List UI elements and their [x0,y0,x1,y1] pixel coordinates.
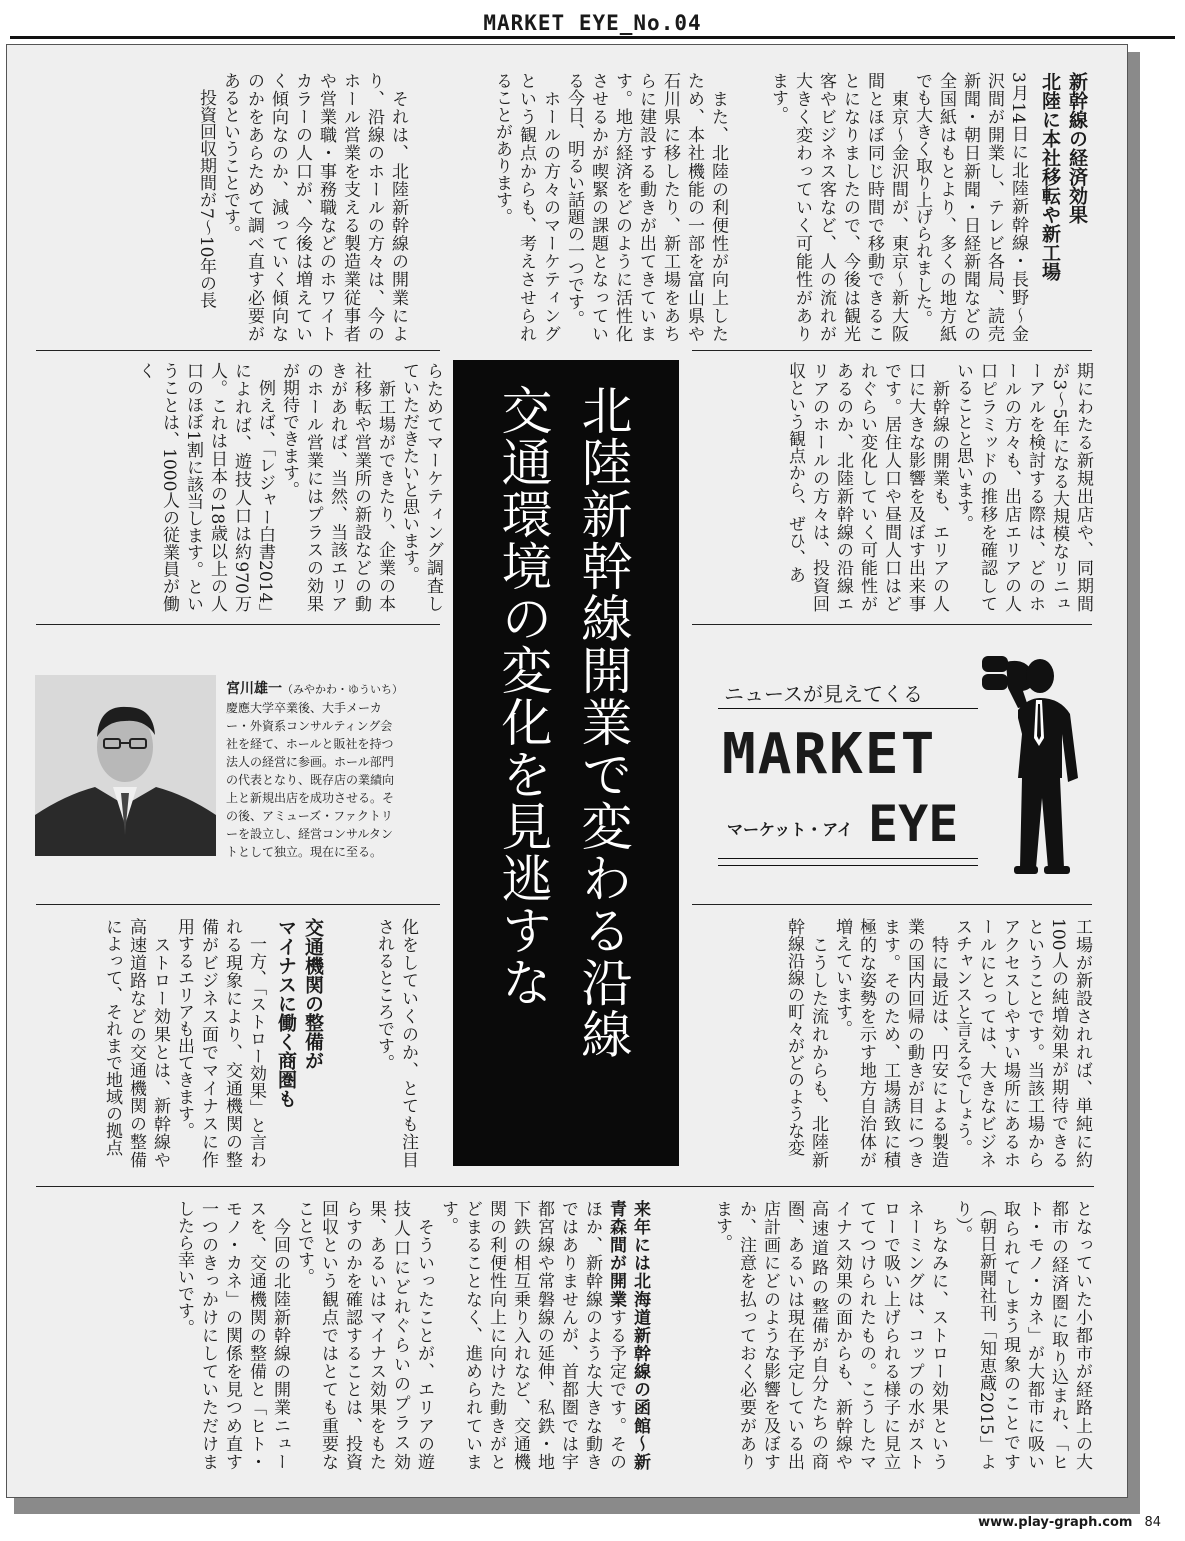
logo-caption: ニュースが見えてくる [724,682,923,706]
divider [692,350,1092,351]
page-number: 84 [1144,1515,1161,1530]
section3-column2: 化をしていくのか、とても注目されるところです。 [374,918,418,1168]
divider [692,904,1092,905]
logo-eye: EYE [868,795,959,853]
section3-heading: 交通機関の整備が マイナスに働く商圏も [275,918,324,1108]
logo-double-rule [718,858,978,866]
footer-url[interactable]: www.play-graph.com [978,1515,1133,1530]
section1-column1: 3月14日に北陸新幹線・長野～金沢間が開業し、テレビ各局、読売新聞・朝日新聞・日経新聞などの全国紙はもとより、多くの地方紙でも大きく取り上げられました。 東京～金沢間が、東京～新大阪間とほぼ同じ時間で移動できることになりましたので、今後は観光客やビジネス客など、人の流れが大きく変わっていく可能性があります。 [768,72,1028,342]
section4-column2: 来年には北海道新幹線の函館～新青森間が開業する予定です。そのほか、新幹線のような大きな動きではありませんが、首都圏では宇都宮線や常磐線の延伸、私鉄・地下鉄の相互乗り入れなど、交通機関の利便性向上に向けた動きがとどまることなく、進められています。 そういったことが、エリアの遊技人口にどれぐらいのプラス効果、あるいはマイナス効果をもたらすのかを確認することは、投資回収という観点ではとても重要なことです。 今回の北陸新幹線の開業ニュースを、交通機関の整備と「ヒト・モノ・カネ」の関係を見つめ直す一つのきっかけにしていただけましたら幸いです。 [174,1200,650,1470]
headline-line2: 交通環境の変化を見逃すな [492,384,551,1008]
section2-column1: 期にわたる新規出店や、同期間が3～5年になる大規模なリニューアルを検討する際は、どのホールの方々も、出店エリアの人口ピラミッドの推移を確認していることと思います。 新幹線の開業も、エリアの人口に大きな影響を及ぼす出来事です。居住人口や昼間人口はどれぐらい変化していく可能性があるのか、北陸新幹線の沿線エリアのホールの方々は、投資回収という観点から、ぜひ、あ [785,362,1093,612]
divider [36,624,440,625]
logo-rule [718,708,978,709]
headline-line1: 北陸新幹線開業で変わる沿線 [572,384,631,1060]
section4-column1: となっていた小都市が経路上の大都市の経済圏に取り込まれ、「ヒト・モノ・カネ」が大都市に吸い取られてしまう現象のことです（朝日新聞社刊「知恵蔵2015」より）。 ちなみに、ストロー効果というネーミングは、コップの水がストローで吸い上げられる様子に見立ててつけられたもの。こうしたマイナス効果の面からも、新幹線や高速道路の整備が自分たちの商圏、あるいは現在予定している出店計画にどのような影響を及ぼすか、注意を払っておく必要があります。 [712,1200,1092,1470]
divider [36,904,440,905]
binocular-man-icon [978,648,1086,876]
logo-market: MARKET [722,722,937,787]
page-header [0,0,1185,40]
section1-column3: それは、北陸新幹線の開業により、沿線のホールの方々は、今のホール営業を支える製造業従事者や営業職・事務職などのホワイトカラーの人口が、今後は増えていく傾向なのか、減っていく傾向なのかをあらためて調べ直す必要があるということです。 投資回収期間が7～10年の長 [196,72,408,342]
divider [36,1186,1094,1187]
section3-column3: 一方、「ストロー効果」と言われる現象により、交通機関の整備がビジネス面でマイナスに作用するエリアも出てきます。 ストロー効果とは、新幹線や高速道路などの交通機関の整備によって、それまで地域の拠点 [102,918,266,1168]
author-bio: 慶應大学卒業後、大手メーカー・外資系コンサルティング会社を経て、ホールと販社を持つ法人の経営に参画。ホール部門の代表となり、既存店の業績向上と新規出店を成功させる。その後、アミューズ・ファクトリーを設立し、経営コンサルタントとして独立。現在に至る。 [226,701,395,859]
section2-column2: らためてマーケティング調査していただきたいと思います。 新工場ができたり、企業の本社移転や営業所の新設などの動きがあれば、当然、当該エリアのホール営業にはプラスの効果が期待できます。 例えば、「レジャー白書2014」によれば、遊技人口は約970万人。これは日本の18歳以上の人口のほぼ1割に該当します。ということは、1000人の従業員が働く [135,362,443,612]
page-title: MARKET EYE_No.04 [483,11,702,35]
logo-subtitle: マーケット・アイ [727,820,853,839]
divider [36,350,440,351]
section1-column2: また、北陸の利便性が向上したため、本社機能の一部を富山県や石川県に移したり、新工場をあちらに建設する動きが出てきています。地方経済をどのように活性化させるかが喫緊の課題となっている今日、明るい話題の一つです。 ホールの方々のマーケティングという観点からも、考えさせられることがあります。 [492,72,728,342]
section1-heading: 新幹線の経済効果 北陸に本社移転や新工場 [1039,72,1088,281]
author-photo [35,675,216,856]
page-footer [978,1515,1161,1530]
headline-banner [453,360,679,1166]
author-name: 宮川雄一（みやかわ・ゆういち） [226,681,403,697]
section3-column1: 工場が新設されれば、単純に約100人の純増効果が期待できるということです。当該工場からアクセスしやすい場所にあるホールにとっては、大きなビジネスチャンスと言えるでしょう。 特に最近は、円安による製造業の国内回帰の動きが目につきます。そのため、工場誘致に積極的な姿勢を示す地方自治体が増えています。 こうした流れからも、北陸新幹線沿線の町々がどのような変 [784,918,1092,1168]
divider [692,624,1092,625]
header-rule [10,36,1175,39]
